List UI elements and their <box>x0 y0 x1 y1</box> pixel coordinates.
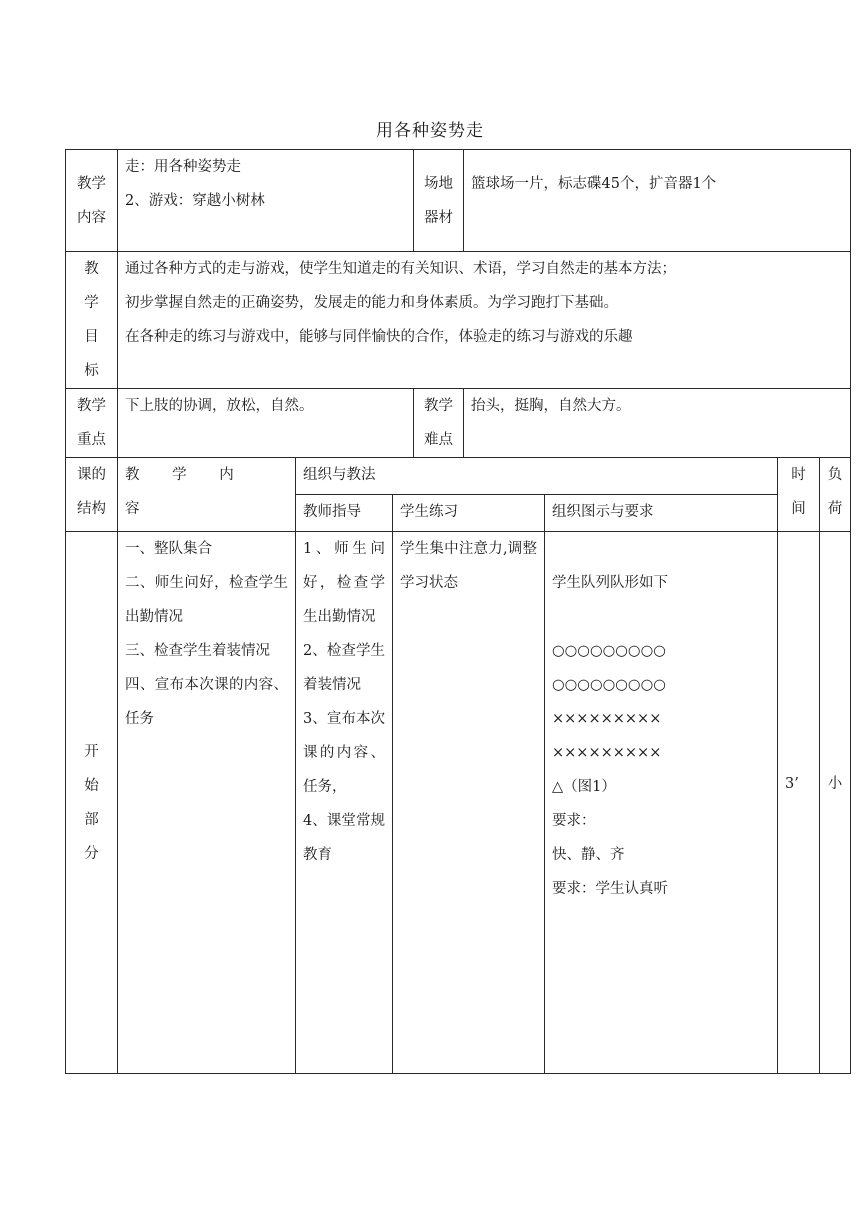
teaching-content-text: 走：用各种姿势走 2、游戏：穿越小树林 <box>118 150 414 252</box>
header-organization: 组织与教法 <box>296 458 778 495</box>
opening-time: 3’ <box>778 532 820 1074</box>
header-student-practice: 学生练习 <box>393 495 545 532</box>
header-teacher-guidance: 教师指导 <box>296 495 393 532</box>
formation-row-crosses-1: ××××××××× <box>552 711 662 727</box>
lesson-plan-table <box>65 149 851 1074</box>
header-row <box>66 458 851 495</box>
row-teaching-content <box>66 150 851 252</box>
formation-teacher-marker: △（图1） <box>552 779 616 795</box>
label-teaching-content: 教学 内容 <box>66 150 118 252</box>
label-venue-equipment: 场地 器材 <box>414 150 464 252</box>
difficulties-text: 抬头，挺胸，自然大方。 <box>464 389 851 458</box>
key-points-text: 下上肢的协调，放松，自然。 <box>118 389 414 458</box>
header-diagram: 组织图示与要求 <box>545 495 778 532</box>
opening-load: 小 <box>820 532 851 1074</box>
formation-row-crosses-2: ××××××××× <box>552 745 662 761</box>
header-structure: 课的 结构 <box>66 458 118 532</box>
header-content: 教 学 内 容 <box>118 458 296 532</box>
label-opening-section: 开 始 部 分 <box>66 532 118 1074</box>
section-opening <box>66 532 851 1074</box>
label-teaching-goals: 教 学 目 标 <box>66 252 118 389</box>
label-difficulties: 教学 难点 <box>414 389 464 458</box>
teaching-goals-text: 通过各种方式的走与游戏，使学生知道走的有关知识、术语，学习自然走的基本方法； 初步掌握自然走的正确姿势，发展走的能力和身体素质。为学习跑打下基础。 在各种走的练习与游戏中，能够与同伴愉快的合作，体验走的练习与游戏的乐趣 <box>118 252 851 389</box>
opening-student-practice: 学生集中注意力,调整学习状态 <box>393 532 545 1074</box>
row-key-points <box>66 389 851 458</box>
formation-row-circles-1: ○○○○○○○○○ <box>552 643 666 659</box>
header-time: 时 间 <box>778 458 820 532</box>
opening-teacher-guidance: 1、师生问好，检查学生出勤情况 2、检查学生着装情况 3、宣布本次课的内容、任务， 4、课堂常规教育 <box>296 532 393 1074</box>
header-load: 负 荷 <box>820 458 851 532</box>
formation-row-circles-2: ○○○○○○○○○ <box>552 677 666 693</box>
page-title: 用各种姿势走 <box>376 121 484 141</box>
venue-equipment-text: 篮球场一片，标志碟45个，扩音器1个 <box>464 150 851 252</box>
label-key-points: 教学 重点 <box>66 389 118 458</box>
row-teaching-goals <box>66 252 851 389</box>
opening-diagram: 学生队列队形如下 ○○○○○○○○○ ○○○○○○○○○ ××××××××× ××××××××× △（图1） 要求： 快、静、齐 要求：学生认真听 <box>545 532 778 1074</box>
opening-content: 一、整队集合 二、师生问好，检查学生出勤情况 三、检查学生着装情况 四、宣布本次课的内容、任务 <box>118 532 296 1074</box>
